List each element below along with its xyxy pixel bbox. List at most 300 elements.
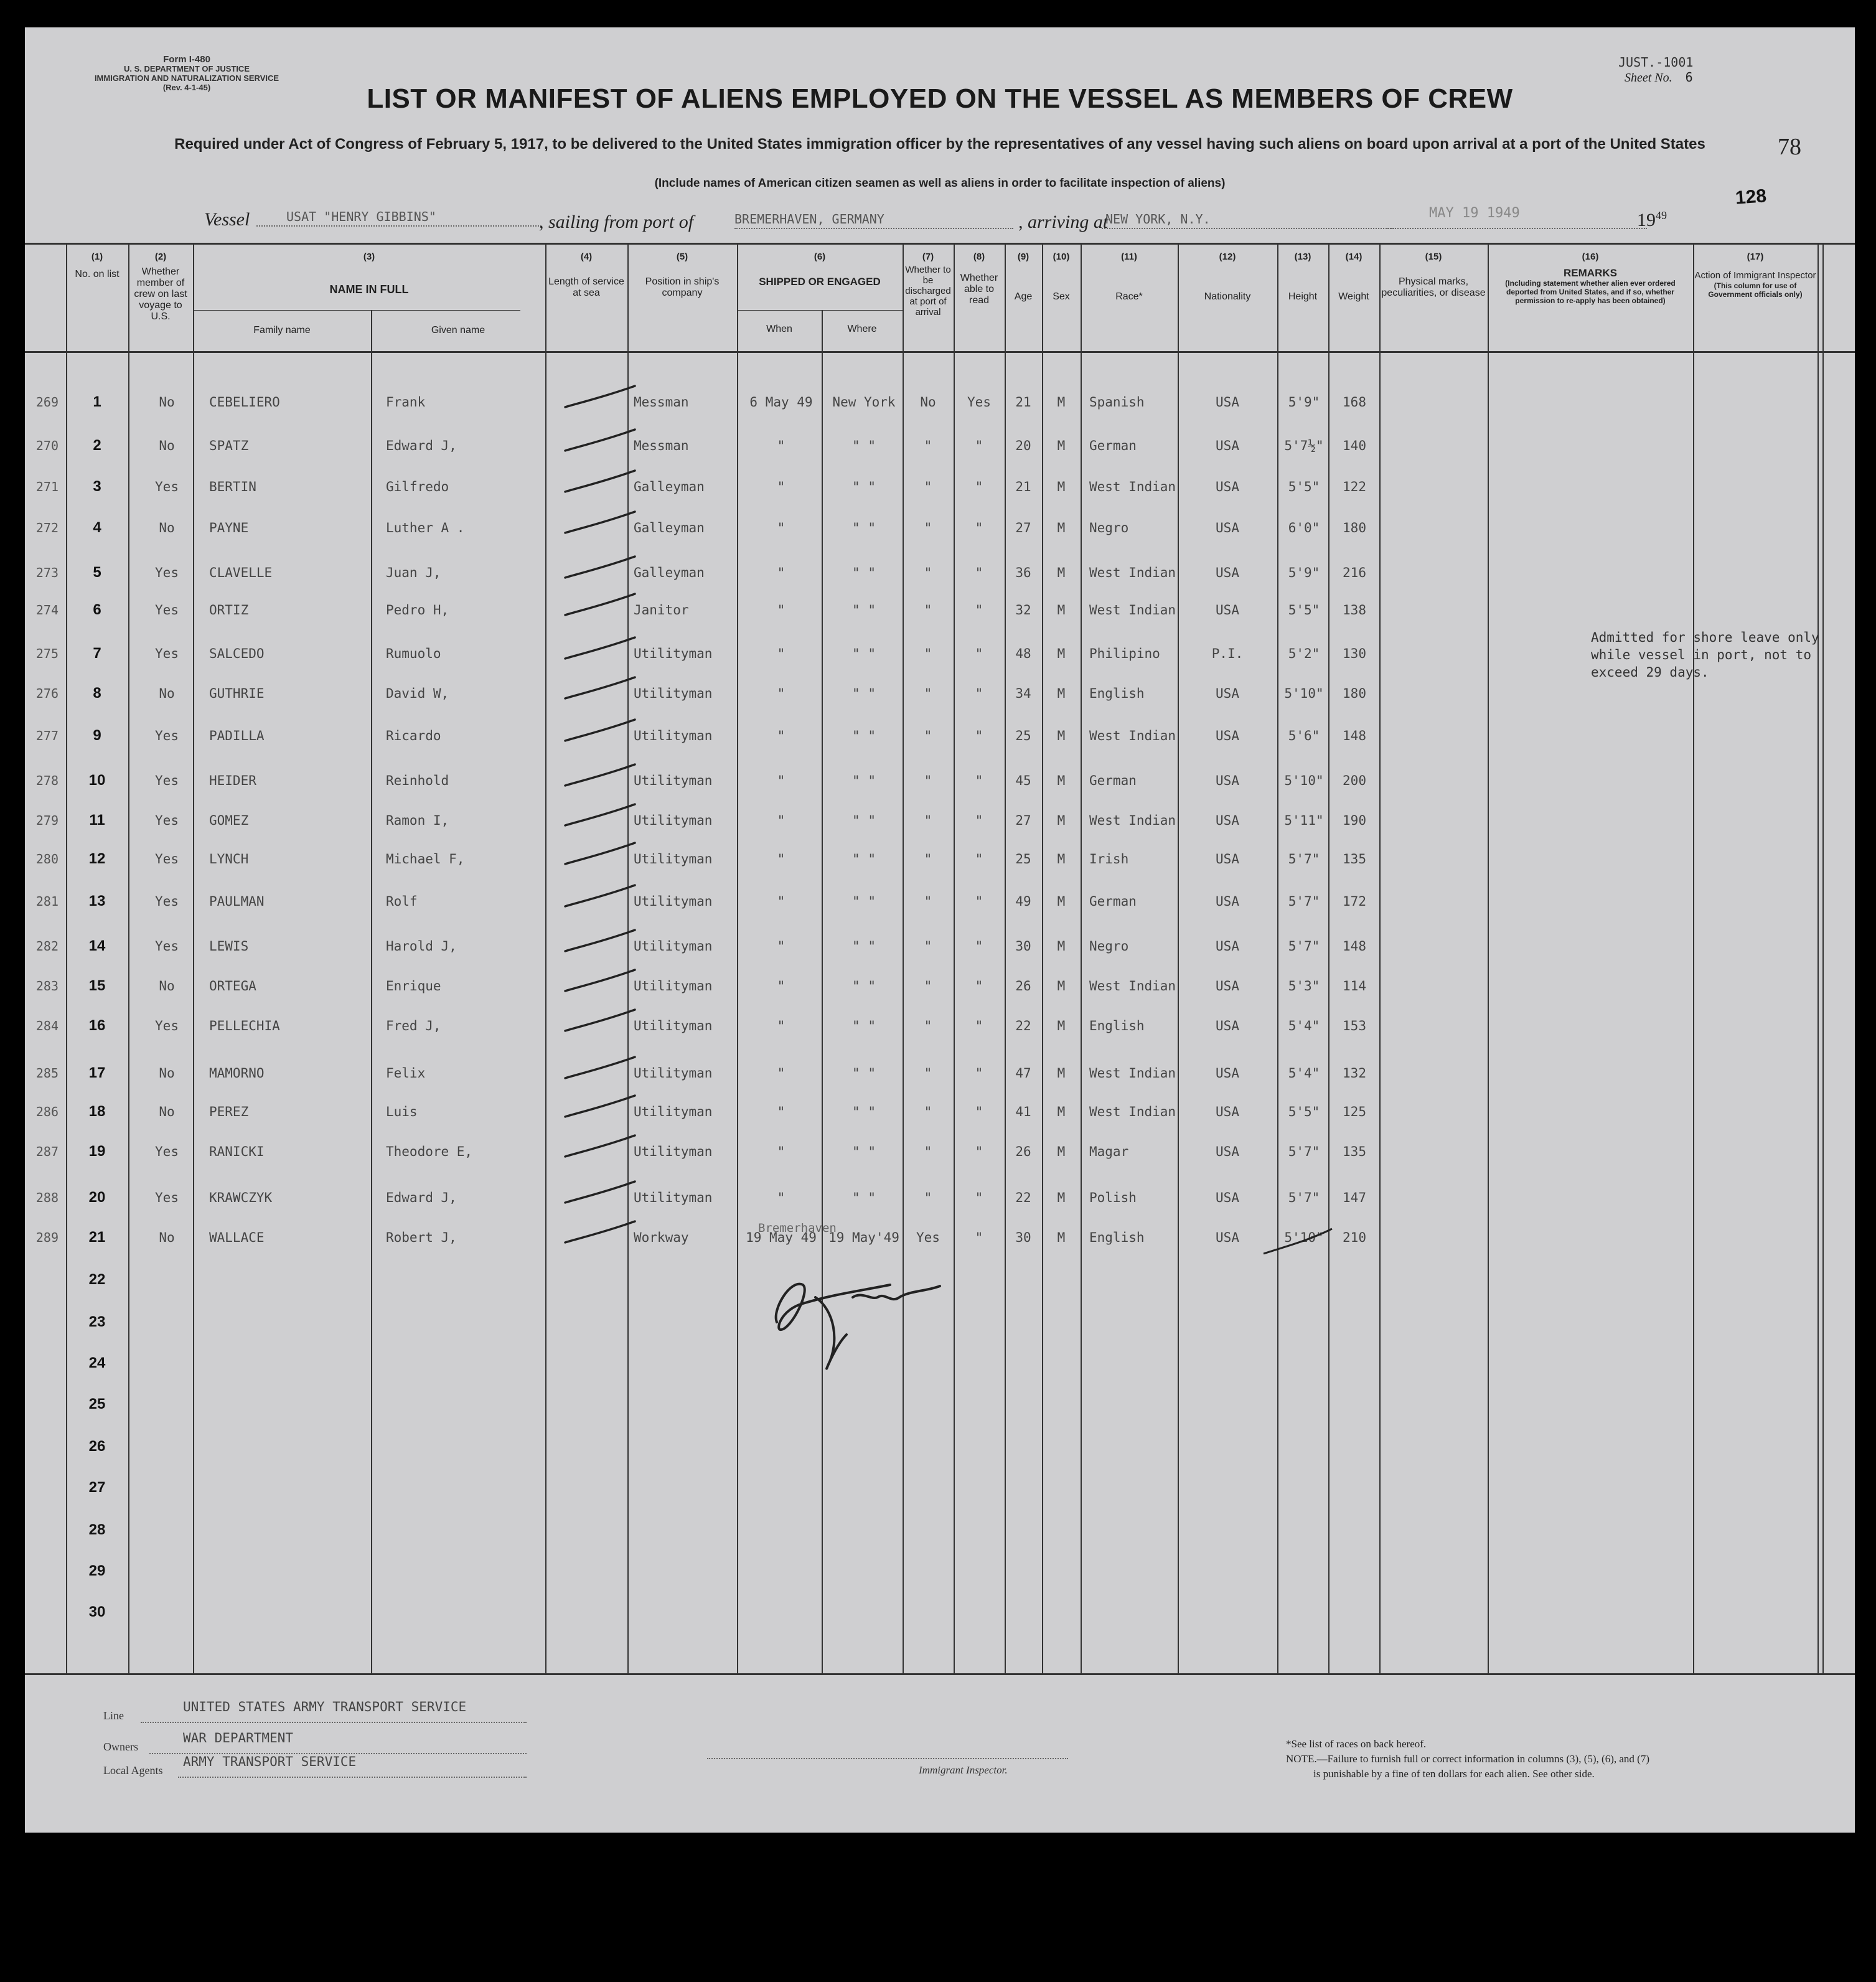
col-header-service: (4) Length of service at sea [548,251,624,298]
cell-height: 5'5" [1288,479,1320,494]
cell-age: 25 [1015,852,1031,867]
sequence-number: 281 [35,894,59,909]
cell-able-to-read: " [975,979,983,993]
cell-nationality: USA [1216,686,1239,701]
cell-family-name: CLAVELLE [209,565,273,580]
cell-given-name: Enrique [386,979,441,993]
cell-nationality: USA [1216,603,1239,618]
cell-shipped-where: " " [852,565,876,580]
cell-position: Galleyman [634,565,705,580]
sequence-number: 273 [35,565,59,580]
cell-sex: M [1057,1066,1066,1081]
cell-position: Utilityman [634,813,713,828]
page-title: LIST OR MANIFEST OF ALIENS EMPLOYED ON THE VESSEL AS MEMBERS OF CREW [367,83,1513,114]
cell-position: Utilityman [634,1066,713,1081]
cell-prev-voyage: Yes [155,1144,179,1159]
cell-able-to-read: " [975,939,983,954]
cell-position: Utilityman [634,979,713,993]
cell-race: German [1089,438,1137,453]
cell-prev-voyage: No [159,1066,175,1081]
cell-shipped-when: " [777,686,786,701]
row-number: 21 [88,1229,106,1246]
cell-shipped-when: 6 May 49 [749,395,813,410]
cell-able-to-read: " [975,894,983,909]
col-header-weight: (14) Weight [1338,251,1369,302]
cell-height: 5'7" [1288,1144,1320,1159]
cell-nationality: USA [1216,1018,1239,1033]
cell-nationality: USA [1216,565,1239,580]
cell-race: Irish [1089,852,1129,867]
cell-prev-voyage: Yes [155,894,179,909]
cell-shipped-where: " " [852,894,876,909]
cell-prev-voyage: Yes [155,565,179,580]
cell-position: Utilityman [634,773,713,788]
col-header-position: (5) Position in ship's company [645,251,720,298]
cell-family-name: GOMEZ [209,813,249,828]
line-value: UNITED STATES ARMY TRANSPORT SERVICE [183,1699,467,1714]
cell-age: 27 [1015,520,1031,535]
cell-shipped-where: " " [852,438,876,453]
sequence-number: 279 [35,813,59,828]
row-number: 23 [88,1313,106,1330]
service-check-mark [565,557,635,578]
cell-position: Utilityman [634,686,713,701]
cell-height: 5'10" [1284,1230,1324,1245]
cell-position: Workway [634,1230,689,1245]
cell-sex: M [1057,520,1066,535]
cell-prev-voyage: Yes [155,1018,179,1033]
cell-height: 5'7" [1288,852,1320,867]
cell-position: Messman [634,438,689,453]
col-header-race: (11) Race* [1115,251,1143,302]
cell-prev-voyage: No [159,1104,175,1119]
cell-nationality: USA [1216,1230,1239,1245]
row-number: 28 [88,1521,106,1538]
cell-given-name: Gilfredo [386,479,449,494]
cell-shipped-where: " " [852,1190,876,1205]
date-stamp: MAY 19 1949 [1429,205,1520,221]
row-number: 10 [88,772,106,789]
cell-age: 30 [1015,939,1031,954]
inspector-label: Immigrant Inspector. [919,1764,1008,1776]
service-check-mark [565,764,635,786]
row-number: 3 [93,478,101,495]
cell-shipped-when: " [777,1190,786,1205]
cell-race: West Indian [1089,603,1176,618]
cell-weight: 168 [1343,395,1366,410]
col-header-height: (13) Height [1288,251,1318,302]
cell-race: West Indian [1089,565,1176,580]
cell-shipped-when: " [777,603,786,618]
cell-shipped-when: " [777,728,786,743]
arriving-label: , arriving at [1018,212,1109,232]
cell-discharged: " [924,852,932,867]
cell-race: Magar [1089,1144,1129,1159]
col-header-age: (9) Age [1014,251,1033,302]
cell-sex: M [1057,1144,1066,1159]
cell-shipped-when: " [777,1066,786,1081]
cell-discharged: " [924,773,932,788]
cell-weight: 153 [1343,1018,1366,1033]
cell-age: 27 [1015,813,1031,828]
cell-age: 22 [1015,1190,1031,1205]
year-prefix: 19 [1637,210,1656,230]
cell-height: 5'2" [1288,646,1320,661]
cell-able-to-read: " [975,813,983,828]
cell-discharged: " [924,1190,932,1205]
cell-position: Galleyman [634,520,705,535]
cell-family-name: PEREZ [209,1104,249,1119]
service-check-mark [565,512,635,533]
cell-shipped-where: " " [852,1066,876,1081]
service-check-mark [565,885,635,906]
cell-weight: 125 [1343,1104,1366,1119]
cell-height: 5'10" [1284,773,1324,788]
cell-able-to-read: " [975,520,983,535]
cell-shipped-where: " " [852,979,876,993]
row-number: 6 [93,601,101,618]
sequence-number: 289 [35,1230,59,1245]
cell-discharged: " [924,1104,932,1119]
cell-sex: M [1057,686,1066,701]
cell-shipped-when: " [777,565,786,580]
service-check-mark [565,1181,635,1203]
cell-given-name: David W, [386,686,449,701]
service-check-mark [565,1221,635,1242]
cell-prev-voyage: Yes [155,603,179,618]
service-check-mark [565,1057,635,1078]
include-note: (Include names of American citizen seamen as well as aliens in order to facilitate inspection of aliens) [654,177,1226,190]
cell-able-to-read: " [975,646,983,661]
cell-shipped-where: " " [852,479,876,494]
cell-able-to-read: " [975,852,983,867]
sequence-number: 286 [35,1104,59,1119]
cell-prev-voyage: Yes [155,813,179,828]
col-header-shipped: (6) SHIPPED OR ENGAGED [759,251,881,288]
cell-shipped-where: " " [852,813,876,828]
cell-shipped-when: " [777,852,786,867]
cell-given-name: Felix [386,1066,426,1081]
cell-nationality: USA [1216,479,1239,494]
cell-race: West Indian [1089,1104,1176,1119]
cell-shipped-when: " [777,646,786,661]
cell-position: Utilityman [634,1018,713,1033]
cell-given-name: Ricardo [386,728,441,743]
cell-height: 6'0" [1288,520,1320,535]
sequence-number: 283 [35,979,59,993]
col-header-when: When [766,324,792,334]
cell-weight: 200 [1343,773,1366,788]
cell-age: 49 [1015,894,1031,909]
row-number: 26 [88,1438,106,1455]
cell-given-name: Robert J, [386,1230,457,1245]
cell-height: 5'5" [1288,1104,1320,1119]
cell-shipped-where: " " [852,728,876,743]
handwriting-layer [25,27,1855,1833]
sequence-number: 280 [35,852,59,867]
row-number: 14 [88,937,106,954]
cell-height: 5'5" [1288,603,1320,618]
remarks-note: Admitted for shore leave only while vessel in port, not to exceed 29 days. [1591,630,1819,680]
cell-shipped-where: New York [832,395,896,410]
cell-nationality: P.I. [1211,646,1244,661]
cell-given-name: Luther A . [386,520,465,535]
row-number: 22 [88,1271,106,1288]
row-number: 12 [88,850,106,867]
cell-discharged: No [920,395,936,410]
col-header-action: (17) Action of Immigrant Inspector (This column for use of Government officials only) [1694,251,1816,299]
form-service: IMMIGRATION AND NATURALIZATION SERVICE [94,73,279,83]
cell-shipped-when: " [777,813,786,828]
cell-family-name: PAYNE [209,520,249,535]
cell-able-to-read: " [975,438,983,453]
cell-nationality: USA [1216,728,1239,743]
cell-shipped-when: " [777,939,786,954]
cell-able-to-read: " [975,773,983,788]
cell-prev-voyage: Yes [155,646,179,661]
cell-able-to-read: " [975,686,983,701]
cell-race: Polish [1089,1190,1137,1205]
cell-weight: 216 [1343,565,1366,580]
note-text-2: is punishable by a fine of ten dollars for each alien. See other side. [1313,1768,1595,1780]
row-number: 1 [93,393,101,410]
cell-race: Negro [1089,939,1129,954]
cell-weight: 172 [1343,894,1366,909]
footnote [1286,1737,1649,1782]
cell-nationality: USA [1216,939,1239,954]
cell-nationality: USA [1216,852,1239,867]
sequence-number: 287 [35,1144,59,1159]
manifest-sheet [25,27,1855,1833]
cell-able-to-read: " [975,1230,983,1245]
col-header-no: (1) No. on list [75,251,120,279]
cell-shipped-where: " " [852,1018,876,1033]
cell-family-name: GUTHRIE [209,686,265,701]
cell-prev-voyage: Yes [155,1190,179,1205]
sailing-label: , sailing from port of [539,212,694,232]
cell-shipped-when: " [777,979,786,993]
cell-discharged: " [924,565,932,580]
cell-discharged: " [924,1144,932,1159]
cell-able-to-read: " [975,1066,983,1081]
races-note: *See list of races on back hereof. [1286,1738,1427,1750]
col-header-name: (3) NAME IN FULL [329,251,409,296]
cell-discharged: " [924,728,932,743]
form-agency: U. S. DEPARTMENT OF JUSTICE [124,64,250,73]
cell-able-to-read: " [975,1190,983,1205]
cell-shipped-when: " [777,894,786,909]
cell-prev-voyage: No [159,520,175,535]
cell-race: German [1089,894,1137,909]
cell-discharged: " [924,894,932,909]
cell-discharged: " [924,646,932,661]
owners-value: WAR DEPARTMENT [183,1731,294,1745]
cell-height: 5'4" [1288,1066,1320,1081]
requirement-text: Required under Act of Congress of February 5, 1917, to be delivered to the United States immigration officer by the representatives of any vessel having such aliens on board upon arrival at a port of the United States [174,136,1705,153]
cell-height: 5'7½" [1284,438,1324,453]
cell-given-name: Rolf [386,894,418,909]
cell-sex: M [1057,395,1066,410]
col-header-sex: (10) Sex [1053,251,1070,302]
cell-prev-voyage: No [159,979,175,993]
col-header-where: Where [847,324,877,334]
cell-shipped-when: " [777,479,786,494]
cell-shipped-where: " " [852,773,876,788]
cell-race: West Indian [1089,813,1176,828]
cell-family-name: SPATZ [209,438,249,453]
row-number: 7 [93,645,101,662]
cell-prev-voyage: Yes [155,939,179,954]
cell-able-to-read: " [975,603,983,618]
cell-prev-voyage: Yes [155,773,179,788]
service-check-mark [565,720,635,741]
cell-given-name: Fred J, [386,1018,441,1033]
cell-height: 5'6" [1288,728,1320,743]
vessel-name: USAT "HENRY GIBBINS" [286,209,436,224]
cell-discharged: " [924,939,932,954]
cell-given-name: Luis [386,1104,418,1119]
cell-age: 20 [1015,438,1031,453]
cell-discharged: " [924,979,932,993]
cell-position: Messman [634,395,689,410]
cell-prev-voyage: Yes [155,728,179,743]
cell-sex: M [1057,603,1066,618]
cell-position: Utilityman [634,1190,713,1205]
cell-sex: M [1057,813,1066,828]
cell-height: 5'11" [1284,813,1324,828]
cell-race: West Indian [1089,479,1176,494]
cell-nationality: USA [1216,395,1239,410]
year-suffix: 49 [1656,209,1667,222]
page-number: 78 [1778,134,1801,160]
cell-position: Utilityman [634,646,713,661]
row-number: 17 [88,1064,106,1081]
col-header-nationality: (12) Nationality [1204,251,1251,302]
check-marks [565,386,635,1242]
cell-race: Philipino [1089,646,1160,661]
cell-race: English [1089,1018,1145,1033]
cell-height: 5'3" [1288,979,1320,993]
col-header-remarks: (16) REMARKS (Including statement whether alien ever ordered deported from United States, and if so, whether permission to re-apply has been obtained) [1505,251,1676,305]
cell-position: Galleyman [634,479,705,494]
cell-position: Utilityman [634,894,713,909]
cell-position: Utilityman [634,728,713,743]
sequence-number: 274 [35,603,59,618]
cell-family-name: MAMORNO [209,1066,265,1081]
cell-age: 21 [1015,395,1031,410]
sheet-label: Sheet No. [1625,71,1672,85]
cell-race: West Indian [1089,1066,1176,1081]
cell-family-name: ORTEGA [209,979,256,993]
cell-position: Janitor [634,603,689,618]
cell-weight: 140 [1343,438,1366,453]
sequence-number: 276 [35,686,59,701]
cell-sex: M [1057,1018,1066,1033]
cell-family-name: LYNCH [209,852,249,867]
cell-height: 5'9" [1288,565,1320,580]
cell-given-name: Edward J, [386,1190,457,1205]
row-number: 27 [88,1479,106,1496]
cell-given-name: Rumuolo [386,646,441,661]
cell-sex: M [1057,939,1066,954]
cell-shipped-where: " " [852,520,876,535]
cell-position: Utilityman [634,1104,713,1119]
service-check-mark [565,430,635,451]
sequence-number: 284 [35,1018,59,1033]
cell-family-name: LEWIS [209,939,249,954]
cell-given-name: Frank [386,395,426,410]
cell-family-name: PELLECHIA [209,1018,280,1033]
sequence-number: 271 [35,479,59,494]
agents-value: ARMY TRANSPORT SERVICE [183,1754,357,1769]
row-number: 24 [88,1355,106,1371]
just-code: JUST.-1001 [1618,55,1694,70]
cell-sex: M [1057,1230,1066,1245]
cell-height: 5'9" [1288,395,1320,410]
cell-given-name: Theodore E, [386,1144,473,1159]
service-check-mark [565,930,635,951]
cell-given-name: Ramon I, [386,813,449,828]
sequence-number: 288 [35,1190,59,1205]
service-check-mark [565,1010,635,1031]
cell-shipped-where: 19 May'49 [828,1230,899,1245]
port-from: BREMERHAVEN, GERMANY [734,212,884,227]
cell-age: 25 [1015,728,1031,743]
form-revision: (Rev. 4-1-45) [162,83,211,92]
sequence-number: 277 [35,728,59,743]
cell-position: Utilityman [634,939,713,954]
cell-age: 21 [1015,479,1031,494]
vessel-label: Vessel [204,209,250,230]
col-header-discharged: (7) Whether to be discharged at port of arrival [905,251,951,317]
cell-weight: 114 [1343,979,1366,993]
cell-able-to-read: " [975,1018,983,1033]
cell-shipped-when: " [777,1144,786,1159]
cell-prev-voyage: No [159,1230,175,1245]
row-number: 19 [88,1143,106,1160]
owners-label: Owners [103,1740,138,1753]
sequence-number: 278 [35,773,59,788]
cell-shipped-when: " [777,773,786,788]
cell-nationality: USA [1216,438,1239,453]
cell-race: Negro [1089,520,1129,535]
sequence-number: 270 [35,438,59,453]
row-number: 4 [93,519,101,536]
cell-age: 47 [1015,1066,1031,1081]
row-number: 15 [88,977,106,994]
cell-discharged: Yes [916,1230,940,1245]
cell-given-name: Michael F, [386,852,465,867]
cell-weight: 190 [1343,813,1366,828]
cell-given-name: Edward J, [386,438,457,453]
cell-family-name: CEBELIERO [209,395,280,410]
cell-shipped-where: " " [852,686,876,701]
cell-given-name: Juan J, [386,565,441,580]
cell-shipped-when: " [777,438,786,453]
cell-discharged: " [924,479,932,494]
cell-weight: 147 [1343,1190,1366,1205]
cell-prev-voyage: No [159,438,175,453]
row-number: 25 [88,1396,106,1412]
cell-height: 5'10" [1284,686,1324,701]
cell-discharged: " [924,1066,932,1081]
cell-shipped-where: " " [852,1144,876,1159]
sequence-number: 285 [35,1066,59,1081]
sequence-number: 275 [35,646,59,661]
service-check-mark [565,386,635,407]
cell-age: 32 [1015,603,1031,618]
cell-weight: 138 [1343,603,1366,618]
